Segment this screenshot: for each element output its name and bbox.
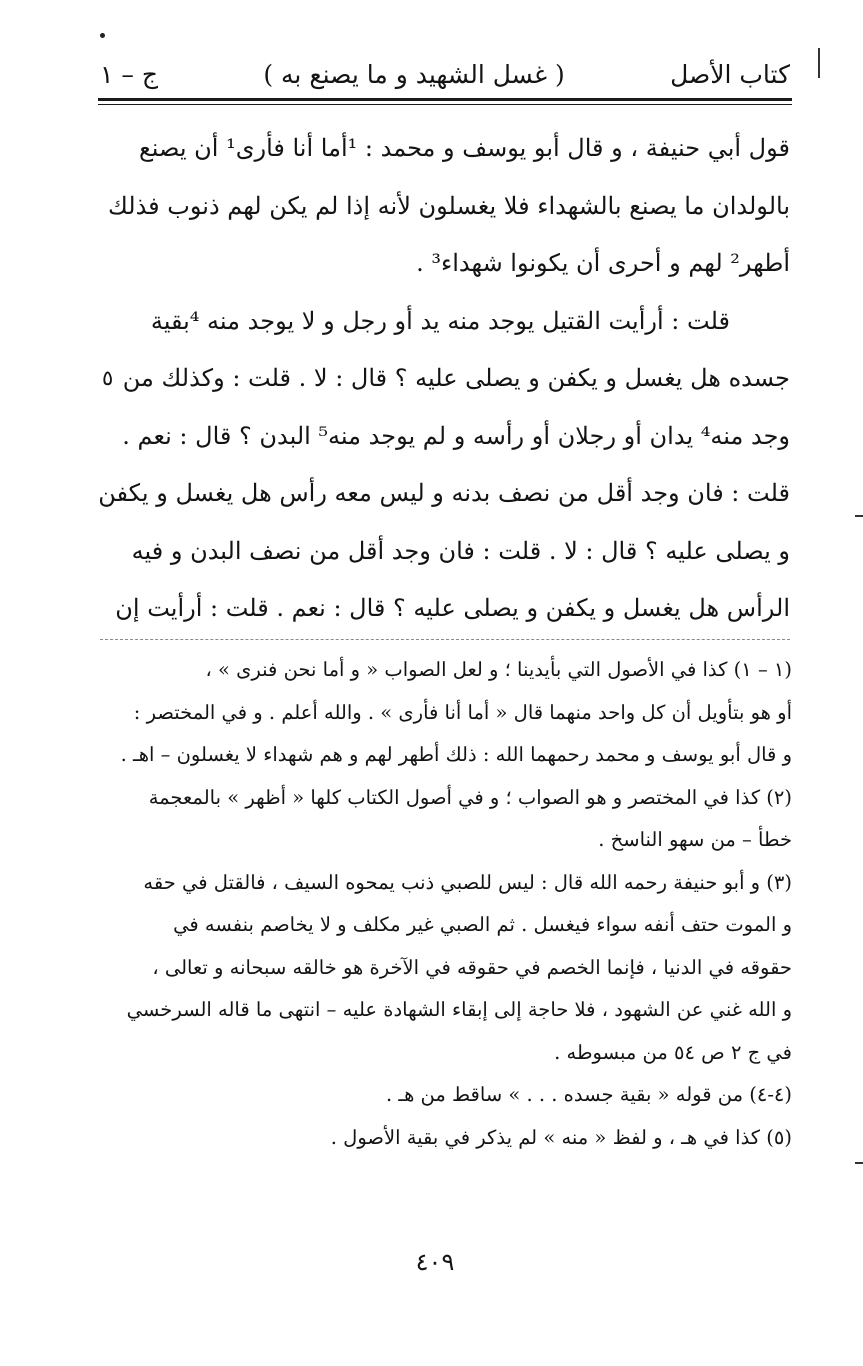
chapter-title: ( غسل الشهيد و ما يصنع به ) <box>263 59 565 89</box>
footnote-line: في ج ٢ ص ٥٤ من مبسوطه . <box>554 1040 792 1064</box>
line-number: ٥ <box>102 366 114 390</box>
footnote-line: خطأ – من سهو الناسخ . <box>598 828 792 851</box>
scan-speck <box>100 33 105 38</box>
main-text <box>98 120 790 638</box>
text-line: جسده هل يغسل و يكفن و يصلى عليه ؟ قال : لا . قلت : وكذلك من <box>122 364 790 392</box>
text-line: و يصلى عليه ؟ قال : لا . قلت : فان وجد أقل من نصف البدن و فيه <box>131 536 790 565</box>
scan-edge-mark <box>818 48 820 78</box>
footnote-line: و الموت حتف أنفه سواء فيغسل . ثم الصبي غير مكلف و لا يخاصم بنفسه في <box>173 913 792 936</box>
footnote-line: (٤-٤) من قوله « بقية جسده . . . » ساقط من هـ . <box>385 1083 792 1106</box>
page-number: ٤٠٩ <box>415 1248 455 1276</box>
footnote-line: (٢) كذا في المختصر و هو الصواب ؛ و في أصول الكتاب كلها « أظهر » بالمعجمة <box>148 785 792 809</box>
text-line: بالولدان ما يصنع بالشهداء فلا يغسلون لأنه إذا لم يكن لهم ذنوب فذلك <box>108 191 790 220</box>
header-rule-thin <box>98 104 792 105</box>
text-line: قلت : أرأيت القتيل يوجد منه يد أو رجل و لا يوجد منه ⁴بقية <box>150 306 730 335</box>
footnote-line: حقوقه في الدنيا ، فإنما الخصم في حقوقه في الآخرة هو خالقه سبحانه و تعالى ، <box>152 955 792 979</box>
text-line: الرأس هل يغسل و يكفن و يصلى عليه ؟ قال : نعم . قلت : أرأيت إن <box>115 594 790 622</box>
header-rule <box>98 98 792 101</box>
text-line: وجد منه⁴ يدان أو رجلان أو رأسه و لم يوجد منه⁵ البدن ؟ قال : نعم . <box>122 421 790 450</box>
running-header <box>100 54 790 94</box>
text-line: أطهر² لهم و أحرى أن يكونوا شهداء³ . <box>416 249 790 277</box>
footnote-line: (٣) و أبو حنيفة رحمه الله قال : ليس للصبي ذنب يمحوه السيف ، فالقتل في حقه <box>143 870 792 894</box>
footnotes <box>112 649 792 1159</box>
text-line-with-number <box>102 350 790 408</box>
footnote-line: و قال أبو يوسف و محمد رحمهما الله : ذلك أطهر لهم و هم شهداء لا يغسلون – اهـ . <box>120 743 792 766</box>
footnote-line: أو هو بتأويل أن كل واحد منهما قال « أما أنا فأرى » . والله أعلم . و في المختصر : <box>133 700 792 724</box>
text-line: قلت : فان وجد أقل من نصف بدنه و ليس معه رأس هل يغسل و يكفن <box>98 479 790 507</box>
volume-label: ج – ١ <box>100 59 158 89</box>
footnote-line: (٥) كذا في هـ ، و لفظ « منه » لم يذكر في بقية الأصول . <box>330 1125 792 1149</box>
footnote-separator <box>100 639 790 641</box>
footnote-line: و الله غني عن الشهود ، فلا حاجة إلى إبقاء الشهادة عليه – انتهى ما قاله السرخسي <box>126 998 792 1021</box>
scan-edge-mark <box>855 515 863 517</box>
text-line: قول أبي حنيفة ، و قال أبو يوسف و محمد : ¹أما أنا فأرى¹ أن يصنع <box>139 134 790 162</box>
book-title: كتاب الأصل <box>670 59 790 89</box>
scan-edge-mark <box>855 1162 863 1164</box>
footnote-line: (١ – ١) كذا في الأصول التي بأيدينا ؛ و لعل الصواب « و أما نحن فنرى » ، <box>205 658 792 681</box>
